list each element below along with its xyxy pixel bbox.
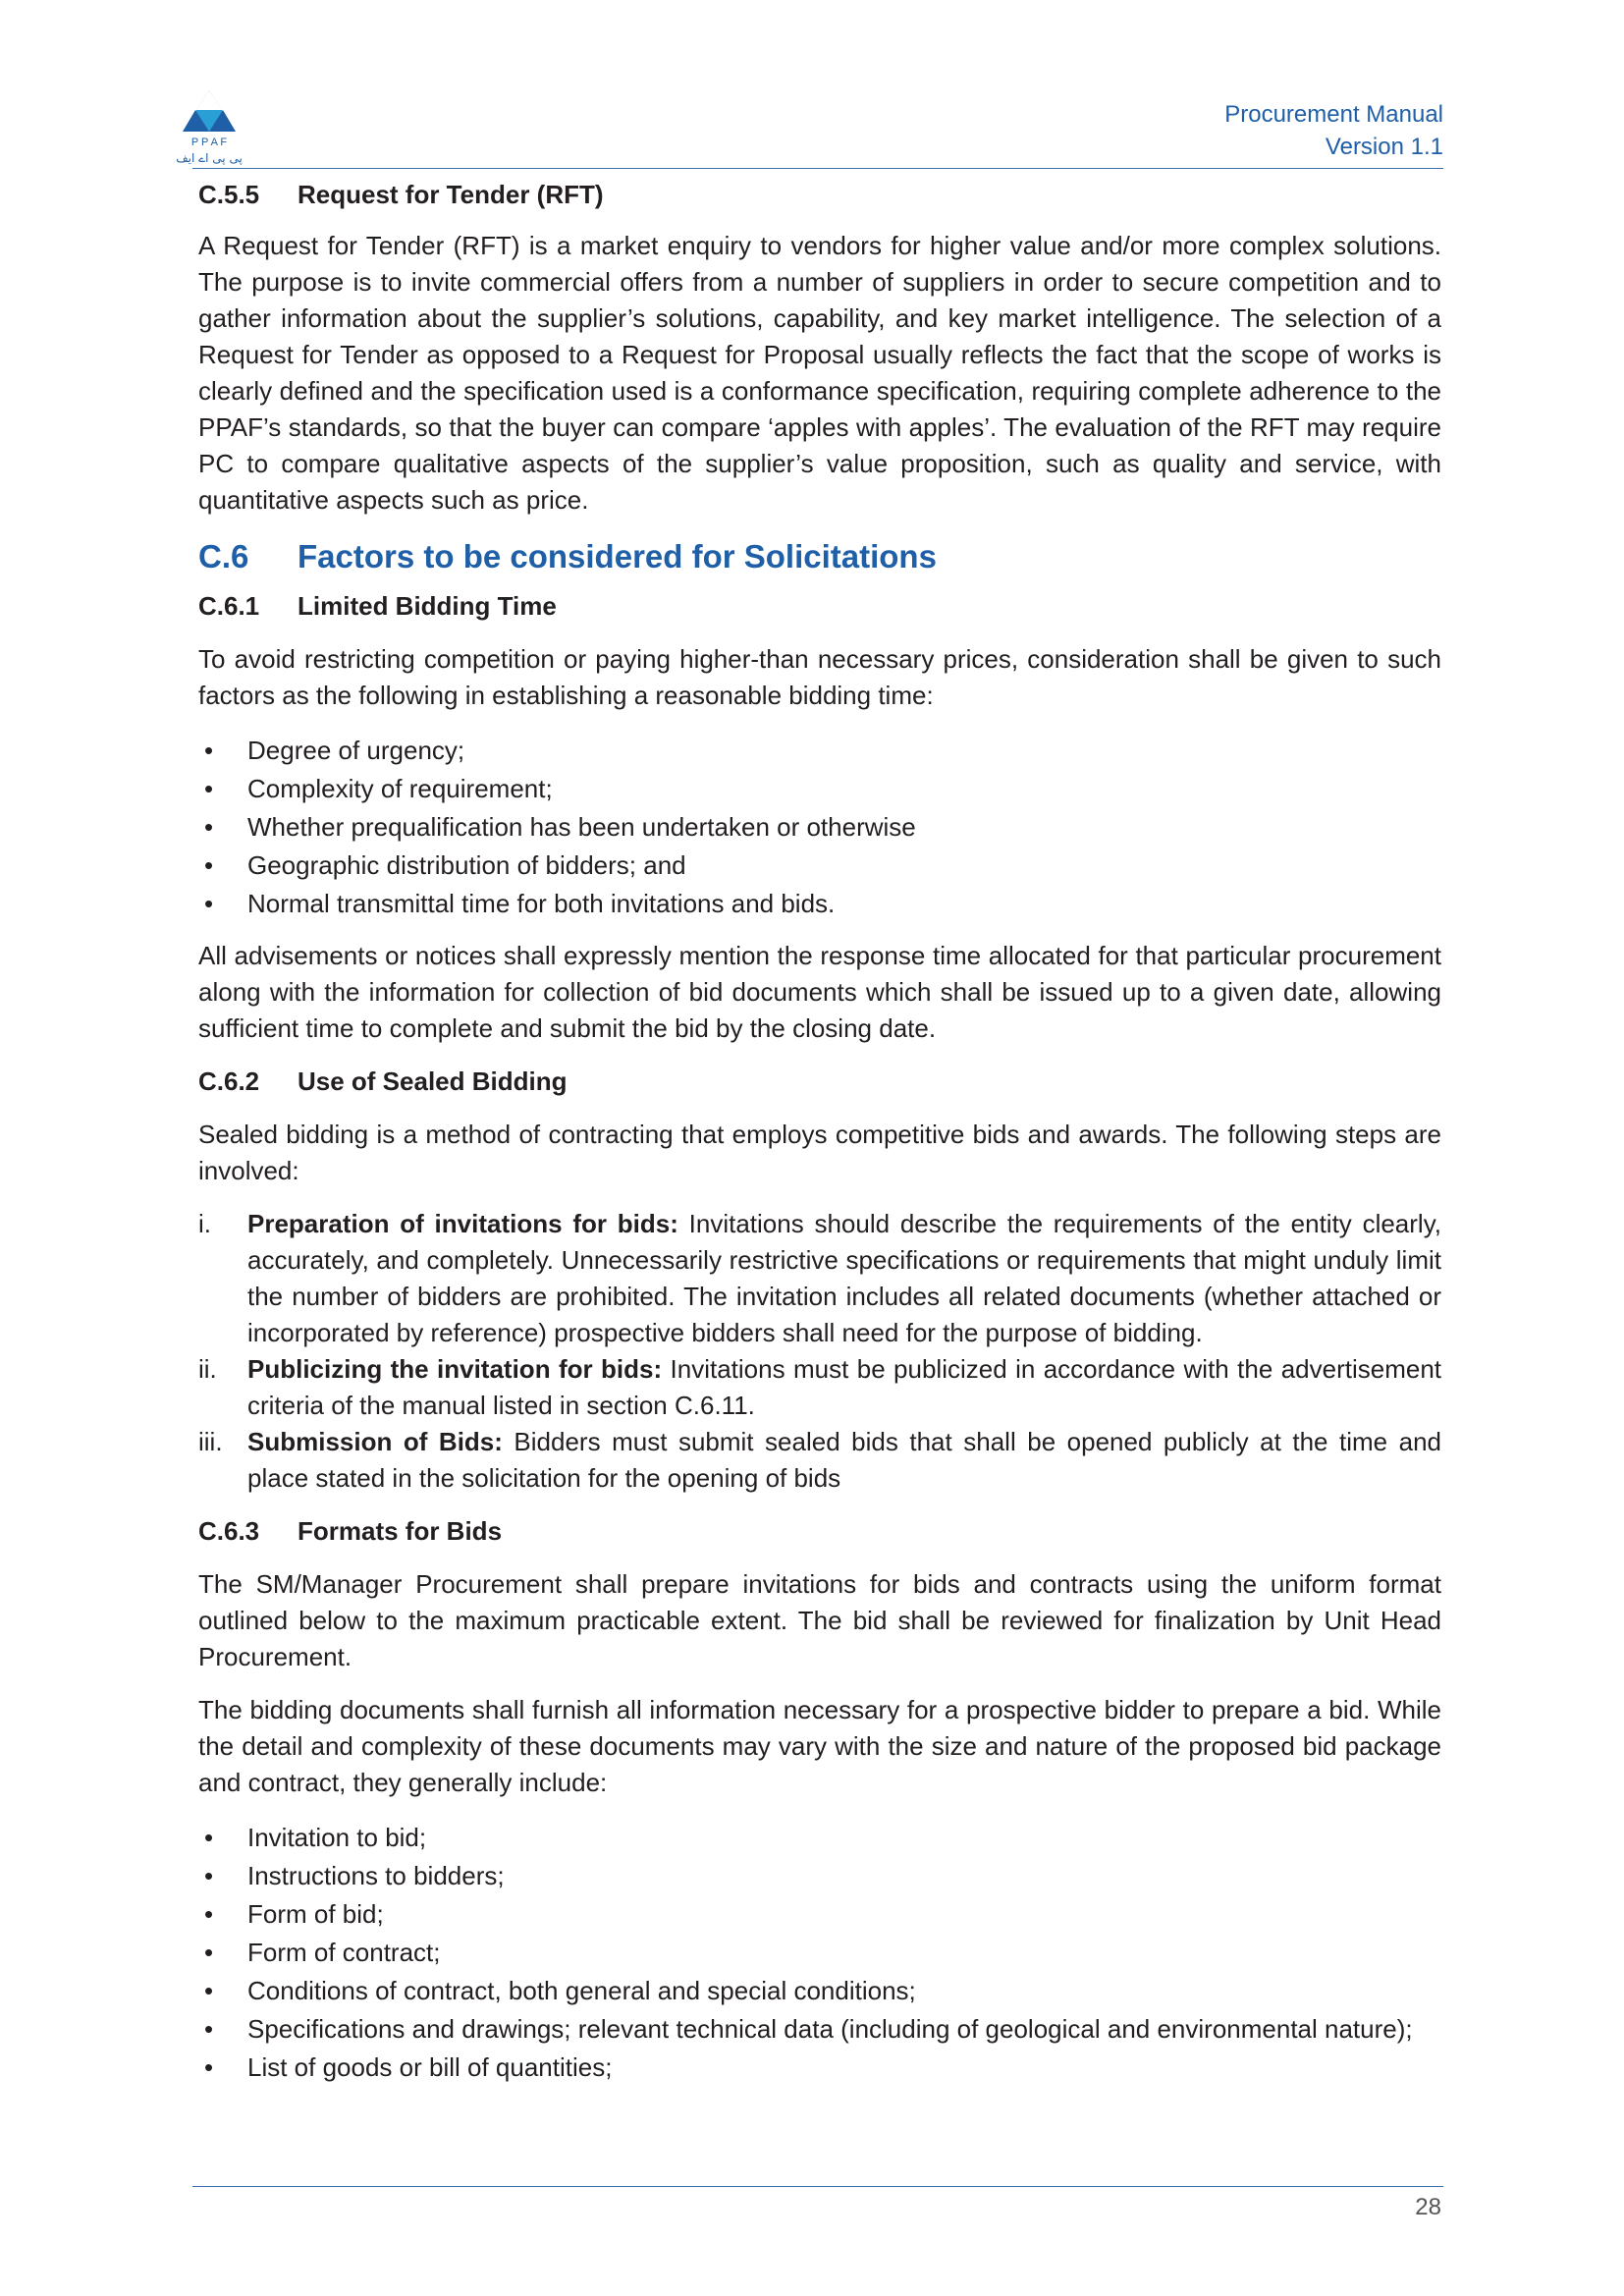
c61-paragraph-2: All advisements or notices shall expressly mention the response time allocated for that particular procurement along with the information for collection of bid documents which shall be issued up to a given date, allowing sufficient time to complete and submit the bid by the closing date. [198,941,1441,1043]
list-item: • Complexity of requirement; [198,770,1441,808]
heading-c61: C.6.1 Limited Bidding Time [198,591,557,621]
manual-title: Procurement Manual [1224,101,1443,128]
logo-urdu: پی پی اے ایف [176,151,243,165]
ppaf-logo [167,88,251,167]
list-item: ii. Publicizing the invitation for bids: Invitations must be publicized in accordance with the advertisement criteria of the manual listed in section C.6.11. [198,1354,1441,1420]
heading-c6: C.6 Factors to be considered for Solicitations [198,538,937,574]
heading-c62: C.6.2 Use of Sealed Bidding [198,1066,568,1096]
header-rule [192,168,1443,169]
c62-paragraph: Sealed bidding is a method of contracting that employs competitive bids and awards. The following steps are involved: [198,1120,1441,1185]
footer-rule [192,2186,1443,2187]
list-item: • Conditions of contract, both general and special conditions; [198,1972,1441,2010]
c63-paragraph-2: The bidding documents shall furnish all information necessary for a prospective bidder to prepare a bid. While the detail and complexity of these documents may vary with the size and nature of the proposed bid package and contract, they generally include: [198,1695,1441,1797]
list-item: • List of goods or bill of quantities; [198,2049,1441,2087]
c62-steps-list [198,1206,1441,1497]
list-item: iii. Submission of Bids: Bidders must submit sealed bids that shall be opened publicly at the time and place stated in the solicitation for the opening of bids [198,1427,1442,1493]
page-header [167,88,1443,169]
c61-bullet-list [198,732,1441,923]
list-item: • Specifications and drawings; relevant technical data (including of geological and environmental nature); [198,2010,1441,2049]
list-item: • Form of bid; [198,1895,1441,1934]
heading-c63: C.6.3 Formats for Bids [198,1516,503,1546]
heading-c55: C.5.5 Request for Tender (RFT) [198,180,604,209]
c63-paragraph-1: The SM/Manager Procurement shall prepare invitations for bids and contracts using the uniform format outlined below to the maximum practicable extent. The bid shall be reviewed for finalization by Unit Head Procurement. [198,1569,1441,1671]
list-item: • Normal transmittal time for both invitations and bids. [198,885,1441,923]
list-item: • Whether prequalification has been undertaken or otherwise [198,808,1441,847]
list-item: • Geographic distribution of bidders; and [198,847,1441,885]
c61-paragraph-1: To avoid restricting competition or paying higher-than necessary prices, consideration shall be given to such factors as the following in establishing a reasonable bidding time: [198,644,1441,710]
header-text [1224,98,1443,163]
page-content [198,177,1441,2087]
list-item: i. Preparation of invitations for bids: Invitations should describe the requirements of the entity clearly, accurately, and completely. Unnecessarily restrictive specifications or requirements that might unduly limit the number of bidders are prohibited. The invitation includes all related documents (whether attached or incorporated by reference) prospective bidders shall need for the purpose of bidding. [198,1209,1441,1347]
list-item: • Instructions to bidders; [198,1857,1441,1895]
list-item: • Form of contract; [198,1934,1441,1972]
manual-version: Version 1.1 [1325,134,1443,160]
logo-letters: P P A F [190,137,228,148]
c63-bullet-list [198,1819,1441,2087]
page-number: 28 [1415,2194,1441,2220]
list-item: • Degree of urgency; [198,732,1441,770]
list-item: • Invitation to bid; [198,1819,1441,1857]
c55-paragraph: A Request for Tender (RFT) is a market enquiry to vendors for higher value and/or more complex solutions. The purpose is to invite commercial offers from a number of suppliers in order to secure competition and to gather information about the supplier’s solutions, capability, and key market intelligence. The selection of a Request for Tender as opposed to a Request for Proposal usually reflects the fact that the scope of works is clearly defined and the specification used is a conformance specification, requiring complete adherence to the PPAF’s standards, so that the buyer can compare ‘apples with apples’. The evaluation of the RFT may require PC to compare qualitative aspects of the supplier’s value proposition, such as quality and service, with quantitative aspects such as price. [198,231,1441,515]
